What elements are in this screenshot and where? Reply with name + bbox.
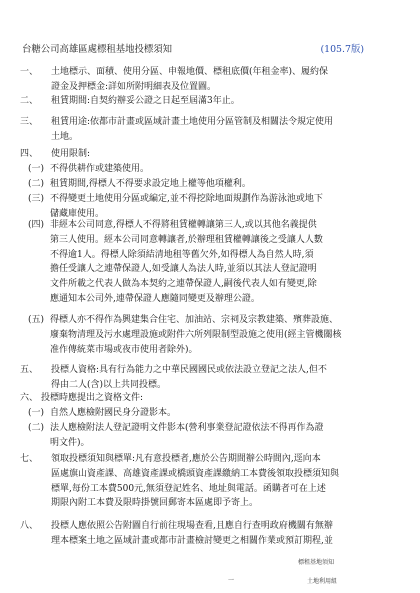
clause-number: 四、 <box>20 149 39 159</box>
text-line: 非經本公司同意,得標人不得將租賃權轉讓第三人,或以其他名義提供 <box>50 220 317 230</box>
text-line: 租賃用途:依都市計畫或區域計畫土地使用分區管制及相關法令規定使用 <box>51 117 334 127</box>
clause-text <box>50 406 176 421</box>
text-line: 得標人亦不得作為興建集合住宅、加油站、宗祠及宗教建築、殯葬設施、 <box>50 315 339 325</box>
text-line: 法人應檢附法人登記證明文件影本(營利事業登記證依法不得再作為證 <box>50 423 324 433</box>
text-line: 明文件)。 <box>50 437 90 448</box>
clause-text <box>50 421 324 451</box>
text-line: 投標人應依照公告附圖自行前往現場查看,且應自行查明政府機關有無辦 <box>51 521 333 531</box>
text-line: 第三人使用。經本公司同意轉讓者,於辦理租賃權轉讓後之受讓人人數 <box>50 234 323 245</box>
clause-text <box>51 519 333 549</box>
clause-number: (一) <box>28 164 45 174</box>
text-line: 土地。 <box>51 131 79 142</box>
text-line: 自然人應檢附國民身分證影本。 <box>50 408 177 418</box>
text-line: 儲藏庫使用。 <box>50 208 105 219</box>
text-line: 不得變更土地使用分區或編定,並不得挖除地面規劃作為游泳池或地下 <box>50 194 323 204</box>
clause-number: (三) <box>28 194 45 204</box>
clause-number: 六、 <box>20 393 39 403</box>
text-line: 得由二人(含)以上共同投標。 <box>51 379 167 390</box>
footer-page-dash: 一 <box>228 577 235 584</box>
text-line: 租賃期間:自契約辦妥公證之日起至屆滿3年止。 <box>51 96 240 106</box>
clause-number: (二) <box>28 179 45 189</box>
clause-number: 一、 <box>20 67 39 77</box>
text-line: 理本標案土地之區域計畫或都市計畫檢討變更之相關作業或預訂期程,並 <box>51 535 333 546</box>
text-line: 文件所載之代表人做為本契約之連帶保證人,嗣後代表人如有變更,除 <box>50 279 317 290</box>
clause-text <box>51 115 333 145</box>
clause-text <box>50 177 251 192</box>
title-row <box>22 41 402 55</box>
clause-text <box>51 94 240 109</box>
clause-text <box>51 452 339 511</box>
text-line: 使用限制: <box>51 149 91 159</box>
clause-number: 二、 <box>20 96 39 106</box>
clause-text <box>51 65 328 95</box>
clause-text <box>51 147 90 162</box>
text-line: 廢棄物清理及污水處理設施或附件六所列限制型設施之使用(經主管機關核 <box>50 329 342 340</box>
clause-number: (二) <box>28 423 45 433</box>
text-line: 不得逾1人。得標人除須結清地租等舊欠外,如得標人為自然人時,須 <box>50 249 314 260</box>
text-line: 土地標示、面積、使用分區、申報地價、標租底價(年租金率)、履約保 <box>51 67 329 77</box>
clause-number: (四) <box>28 220 45 230</box>
clause-number: (一) <box>28 408 45 418</box>
text-line: 期限內附工本費及限時掛號回郵寄本區處即予寄上。 <box>51 498 259 509</box>
document-title: 台糖公司高雄區處標租基地投標須知 <box>22 44 173 55</box>
clause-number: (五) <box>28 315 45 325</box>
clause-number: 三、 <box>20 117 39 127</box>
text-line: 擔任受讓人之連帶保證人,如受讓人為法人時,並須以其法人登記證明 <box>50 264 317 275</box>
text-line: 投標人資格:具有行為能力之中華民國國民或依法設立登記之法人,但不 <box>51 365 327 375</box>
text-line: 標單,每份工本費500元,無須登記姓名、地址與電話。函購者可在上述 <box>51 483 326 494</box>
text-line: 區處旗山資產課、高雄資產課或橋頭資產課繳納工本費後領取投標須知與 <box>51 468 340 479</box>
text-line: 應通知本公司外,連帶保證人應隨同變更及辦理公證。 <box>50 293 260 304</box>
clause-text <box>51 363 327 393</box>
footer-doc-name: 標租基地須知 <box>298 559 335 566</box>
clause-number: 八、 <box>20 521 39 531</box>
clause-text <box>50 313 342 357</box>
edition-label: (105.7版) <box>320 44 364 55</box>
clause-number: 七、 <box>20 454 39 464</box>
text-line: 准作傳統菜市場或夜市使用者除外)。 <box>50 344 198 355</box>
text-line: 領取投標須知與標單:凡有意投標者,應於公告期間辦公時間內,逕向本 <box>51 454 321 464</box>
clause-text <box>50 218 323 307</box>
clause-number: 五、 <box>20 365 39 375</box>
clause-text <box>50 162 149 177</box>
text-line: 投標時應提出之資格文件: <box>41 393 144 403</box>
text-line: 租賃期間,得標人不得要求設定地上權等他項權利。 <box>50 179 251 189</box>
clause-text <box>41 391 143 406</box>
text-line: 不得供耕作或建築使用。 <box>50 164 150 174</box>
text-line: 證金及押標金:詳如所附明細表及位置圖。 <box>51 81 217 92</box>
footer-unit: 土地利用組 <box>307 578 338 585</box>
